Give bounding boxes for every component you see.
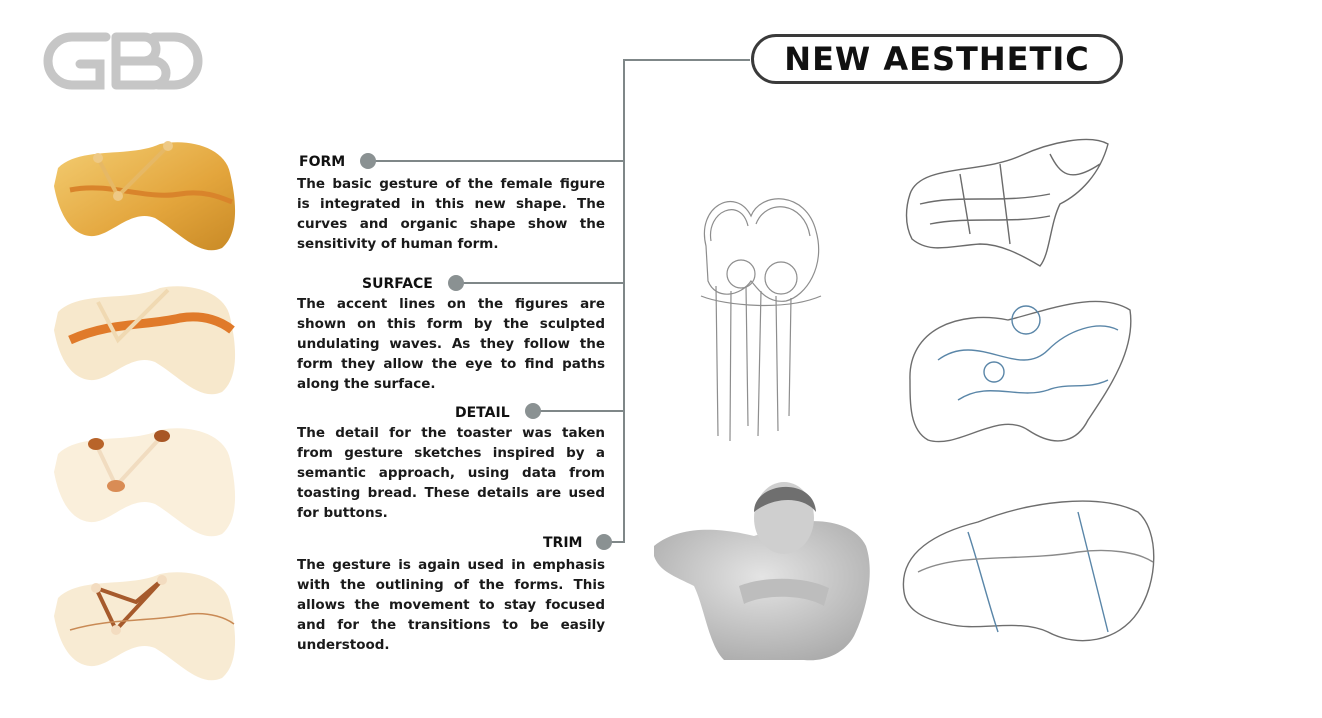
- woman-photo-image: [654, 476, 876, 662]
- surface-render-image: [50, 282, 240, 402]
- toaster-sketch-bottom-image: [898, 492, 1160, 648]
- surface-dot: [448, 275, 464, 291]
- form-description: The basic gesture of the female figure is integrated in this new shape. The curves and organic shape show the sensitivity of human form.: [297, 176, 605, 252]
- form-dot: [360, 153, 376, 169]
- detail-description: The detail for the toaster was taken from gesture sketches inspired by a semantic approach, using data from toasting bread. These details are used for buttons.: [297, 425, 605, 521]
- toaster-sketch-top-image: [900, 134, 1114, 270]
- form-render-image: [50, 138, 240, 258]
- figure-sketch-image: [686, 186, 836, 448]
- trim-heading: TRIM: [543, 535, 583, 551]
- trim-render-image: [50, 568, 240, 690]
- detail-render-image: [50, 424, 240, 544]
- trim-description: The gesture is again used in emphasis with the outlining of the forms. This allows the movement to stay focused and for the transitions to be easily understood.: [297, 557, 605, 653]
- toaster-sketch-middle-image: [898, 290, 1138, 460]
- surface-description: The accent lines on the figures are shown on this form by the sculpted undulating waves. As they follow the form they allow the eye to find paths along the surface.: [297, 296, 605, 392]
- detail-heading: DETAIL: [455, 405, 510, 421]
- trim-dot: [596, 534, 612, 550]
- detail-dot: [525, 403, 541, 419]
- form-heading: FORM: [299, 154, 346, 170]
- gbd-logo: [36, 30, 204, 92]
- page-title: NEW AESTHETIC: [751, 34, 1123, 84]
- surface-heading: SURFACE: [362, 276, 433, 292]
